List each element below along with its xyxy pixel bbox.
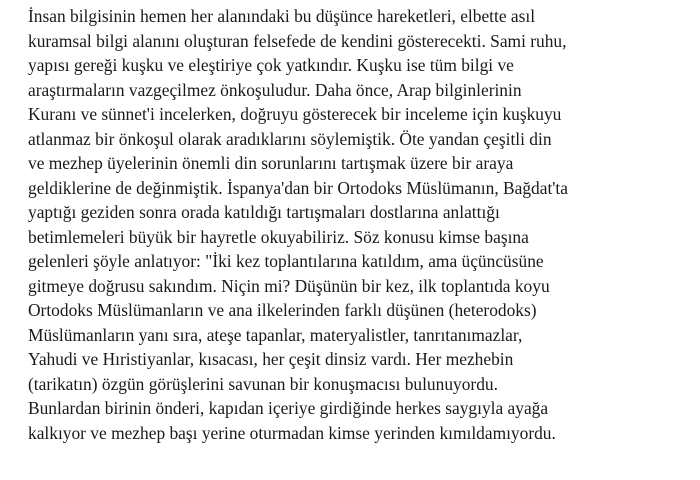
text-line: yapısı gereği kuşku ve eleştiriye çok yatkındır. Kuşku ise tüm bilgi ve [28,55,514,75]
text-line: yaptığı geziden sonra orada katıldığı tartışmaları dostlarına anlattığı [28,202,500,222]
text-line: kalkıyor ve mezhep başı yerine oturmadan kimse yerinden kımıldamıyordu. [28,422,556,443]
text-line: Ortodoks Müslümanların ve ana ilkelerinden farklı düşünen (heterodoks) [28,300,537,320]
text-line: İnsan bilgisinin hemen her alanındaki bu düşünce hareketleri, elbette asıl [28,6,536,26]
text-line: geldiklerine de değinmiştik. İspanya'dan bir Ortodoks Müslümanın, Bağdat'ta [28,177,568,198]
text-line: Yahudi ve Hıristiyanlar, kısacası, her çeşit dinsiz vardı. Her mezhebin [28,349,514,369]
text-line: Kuranı ve sünnet'i incelerken, doğruyu gösterecek bir inceleme için kuşkuyu [28,104,562,124]
text-line: gitmeye doğrusu sakındım. Niçin mi? Düşünün bir kez, ilk toplantıda koyu [28,275,550,296]
text-line: Müslümanların yanı sıra, ateşe tapanlar, materyalistler, tanrıtanımazlar, [28,324,523,345]
text-line: ve mezhep üyelerinin önemli din sorunlarını tartışmak üzere bir araya [28,153,514,173]
text-line: (tarikatın) özgün görüşlerini savunan bir konuşmacısı bulunuyordu. [28,373,498,394]
body-paragraph [28,4,678,445]
text-line: betimlemeleri büyük bir hayretle okuyabiliriz. Söz konusu kimse başına [28,226,529,247]
text-line: kuramsal bilgi alanını oluşturan felsefede de kendini gösterecekti. Sami ruhu, [28,30,567,51]
text-line: gelenleri şöyle anlatıyor: "İki kez toplantılarına katıldım, ama üçüncüsüne [28,251,544,271]
text-line: araştırmaların vazgeçilmez önkoşuludur. Daha önce, Arap bilginlerinin [28,79,522,100]
text-line: Bunlardan birinin önderi, kapıdan içeriye girdiğinde herkes saygıyla ayağa [28,398,549,418]
text-line: atlanmaz bir önkoşul olarak aradıklarını söylemiştik. Öte yandan çeşitli din [28,128,552,149]
